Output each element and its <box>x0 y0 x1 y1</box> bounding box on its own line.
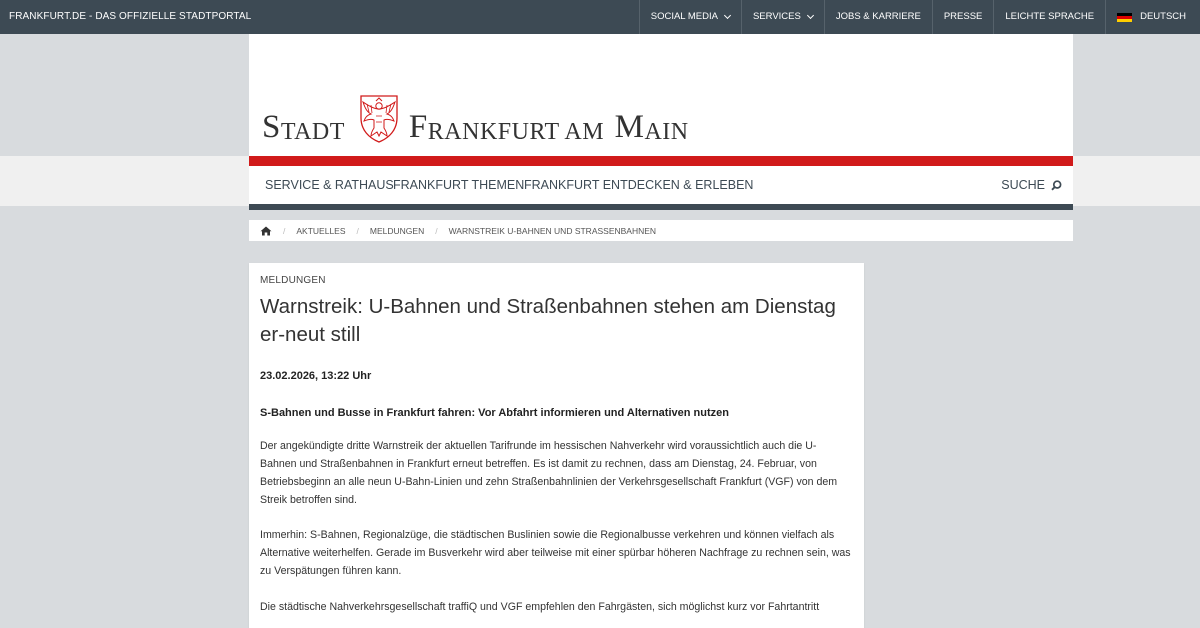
eagle-crest-icon <box>353 92 405 144</box>
search-button[interactable] <box>1001 166 1062 204</box>
main-nav <box>249 166 1073 204</box>
top-nav-jobs[interactable] <box>824 0 932 34</box>
article-card <box>249 263 864 628</box>
logo-letters: RANKFURT AM <box>427 119 611 145</box>
flag-de-icon <box>1117 13 1132 22</box>
site-logo[interactable] <box>262 89 693 144</box>
search-icon <box>1051 180 1062 191</box>
language-label: DEUTSCH <box>1140 11 1186 22</box>
top-nav-label: SERVICES <box>752 11 801 22</box>
article-paragraph: Immerhin: S-Bahnen, Regionalzüge, die städtischen Buslinien sowie die Regionalbusse verkehren und können vielfach als Alternative weiterhelfen. Gerade im Busverkehr wird aber teilweise mit einer spürbar höheren Nachfrage zu rechnen sein, was zu Verspätungen führen kann. <box>260 529 851 577</box>
chevron-down-icon <box>807 12 814 19</box>
portal-label: FRANKFURT.DE - DAS OFFIZIELLE STADTPORTAL <box>9 11 252 22</box>
article-date: 23.02.2026, 13:22 Uhr <box>260 370 372 382</box>
logo-letters: AIN <box>644 119 689 145</box>
logo-letter: M <box>614 109 645 145</box>
top-nav-services[interactable] <box>741 0 824 34</box>
header-red-bar <box>249 156 1073 166</box>
top-nav-presse[interactable] <box>932 0 994 34</box>
top-bar <box>0 0 1200 34</box>
breadcrumb <box>249 220 1073 241</box>
breadcrumb-item-current: WARNSTREIK U-BAHNEN UND STRASSENBAHNEN <box>448 225 657 236</box>
site-header <box>249 34 1073 156</box>
chevron-down-icon <box>724 12 731 19</box>
home-icon[interactable] <box>260 226 272 236</box>
nav-item-service-rathaus[interactable]: SERVICE & RATHAUS <box>265 178 394 192</box>
nav-item-frankfurt-entdecken[interactable]: FRANKFURT ENTDECKEN & ERLEBEN <box>524 178 754 192</box>
article-paragraph: Die städtische Nahverkehrsgesellschaft traffiQ und VGF empfehlen den Fahrgästen, sich möglichst kurz vor Fahrtantritt <box>260 601 820 613</box>
breadcrumb-separator: / <box>283 225 286 236</box>
article-paragraph: Der angekündigte dritte Warnstreik der aktuellen Tarifrunde im hessischen Nahverkehr wird voraussichtlich auch die U-Bahnen und Straßenbahnen in Frankfurt erneut betreffen. Es ist damit zu rechnen, dass am Dienstag, 24. Februar, von Betriebsbeginn an alle neun U-Bahn-Linien und zehn Straßenbahnlinien der Verkehrsgesellschaft Frankfurt (VGF) von dem Streik betroffen sind. <box>260 440 838 506</box>
article-title: Warnstreik: U-Bahnen und Straßenbahnen stehen am Dienstag er-neut still <box>260 295 836 346</box>
language-selector[interactable] <box>1105 0 1200 34</box>
article-lead: S-Bahnen und Busse in Frankfurt fahren: Vor Abfahrt informieren und Alternativen nutzen <box>260 407 729 419</box>
search-label: SUCHE <box>1001 178 1045 192</box>
article-category: MELDUNGEN <box>260 275 326 286</box>
breadcrumb-item-aktuelles[interactable]: AKTUELLES <box>296 225 346 236</box>
breadcrumb-item-meldungen[interactable]: MELDUNGEN <box>369 225 425 236</box>
top-nav-leichte-sprache[interactable] <box>993 0 1105 34</box>
nav-item-frankfurt-themen[interactable]: FRANKFURT THEMEN <box>393 178 525 192</box>
top-nav-label: JOBS & KARRIERE <box>835 11 921 22</box>
logo-letter: F <box>408 109 428 145</box>
top-nav <box>639 0 1200 34</box>
top-nav-social-media[interactable] <box>639 0 741 34</box>
breadcrumb-separator: / <box>356 225 359 236</box>
nav-dark-bar <box>249 204 1073 210</box>
top-nav-label: LEICHTE SPRACHE <box>1005 11 1095 22</box>
top-nav-label: SOCIAL MEDIA <box>650 11 718 22</box>
logo-letters: TADT <box>280 119 345 145</box>
breadcrumb-separator: / <box>435 225 438 236</box>
logo-letter: S <box>262 109 281 145</box>
top-nav-label: PRESSE <box>943 11 983 22</box>
